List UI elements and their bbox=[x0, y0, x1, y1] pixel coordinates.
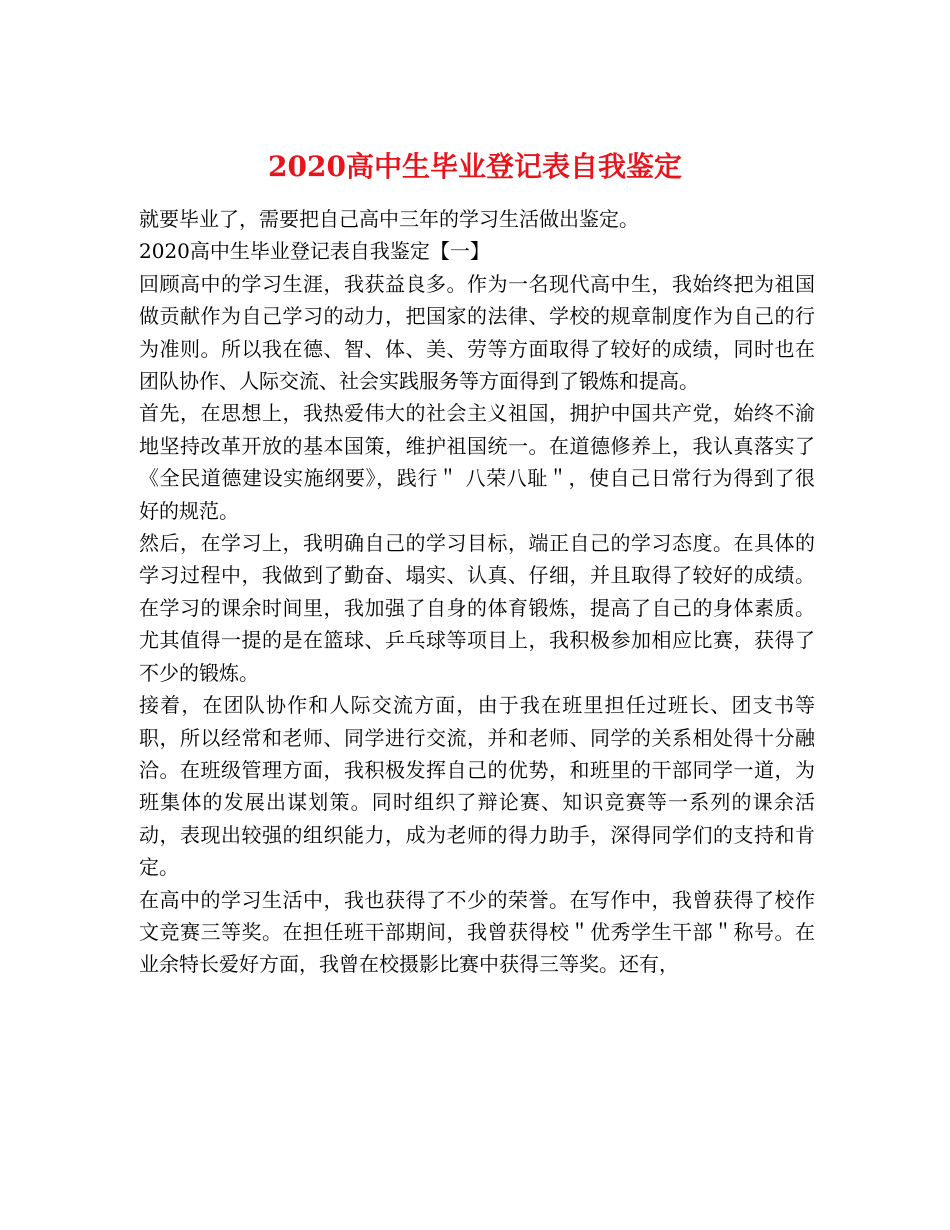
paragraph: 回顾高中的学习生涯，我获益良多。作为一名现代高中生，我始终把为祖国做贡献作为自己学习的动力，把国家的法律、学校的规章制度作为自己的行为准则。所以我在德、智、体、美、劳等方面取得了较好的成绩，同时也在团队协作、人际交流、社会实践服务等方面得到了锻炼和提高。 bbox=[139, 271, 815, 394]
paragraph: 然后，在学习上，我明确自己的学习目标，端正自己的学习态度。在具体的学习过程中，我做到了勤奋、塌实、认真、仔细，并且取得了较好的成绩。在学习的课余时间里，我加强了自身的体育锻炼，提高了自己的身体素质。尤其值得一提的是在篮球、乒乓球等项目上，我积极参加相应比赛，获得了不少的锻炼。 bbox=[139, 531, 815, 685]
paragraph: 就要毕业了，需要把自己高中三年的学习生活做出鉴定。 bbox=[139, 207, 639, 231]
document-title: 2020高中生毕业登记表自我鉴定 bbox=[268, 149, 682, 183]
paragraph: 接着，在团队协作和人际交流方面，由于我在班里担任过班长、团支书等职，所以经常和老师、同学进行交流，并和老师、同学的关系相处得十分融洽。在班级管理方面，我积极发挥自己的优势，和班里的干部同学一道，为班集体的发展出谋划策。同时组织了辩论赛、知识竞赛等一系列的课余活动，表现出较强的组织能力，成为老师的得力助手，深得同学们的支持和肯定。 bbox=[139, 693, 815, 880]
document-body bbox=[139, 203, 815, 981]
paragraph: 首先，在思想上，我热爱伟大的社会主义祖国，拥护中国共产党，始终不渝地坚持改革开放的基本国策，维护祖国统一。在道德修养上，我认真落实了《全民道德建设实施纲要》，践行＂ 八荣八耻＂，使自己日常行为得到了很好的规范。 bbox=[139, 401, 815, 523]
paragraph: 在高中的学习生活中，我也获得了不少的荣誉。在写作中，我曾获得了校作文竞赛三等奖。在担任班干部期间，我曾获得校＂优秀学生干部＂称号。在业余特长爱好方面，我曾在校摄影比赛中获得三等奖。还有， bbox=[139, 887, 815, 977]
section-heading: 2020高中生毕业登记表自我鉴定【一】 bbox=[139, 239, 490, 264]
